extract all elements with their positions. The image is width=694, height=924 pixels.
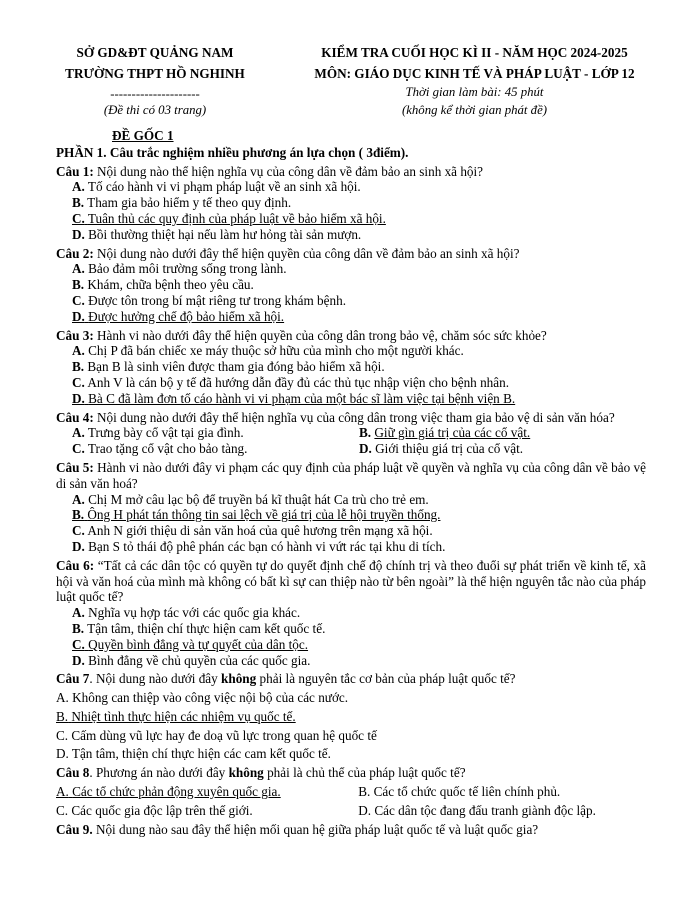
option-d: D. Bình đẳng về chủ quyền của các quốc gia. [72, 652, 311, 668]
option-a-answer: A. Các tổ chức phản động xuyên quốc gia. [56, 784, 281, 800]
time-note: (không kể thời gian phát đề) [401, 103, 548, 117]
options-row [56, 803, 646, 819]
department-name: SỞ GD&ĐT QUẢNG NAM [76, 45, 234, 60]
option-a: A. Chị M mở câu lạc bộ để truyền bá kĩ thuật hát Ca trù cho trẻ em. [72, 491, 429, 507]
option-b: B. Tận tâm, thiện chí thực hiện cam kết quốc tế. [72, 620, 326, 636]
question-8: Câu 8. Phương án nào dưới đây không phải là chủ thể của pháp luật quốc tế? [56, 765, 466, 781]
option-c: C. Cấm dùng vũ lực hay đe doạ vũ lực trong quan hệ quốc tế [56, 727, 377, 743]
subject-title: MÔN: GIÁO DỤC KINH TẾ VÀ PHÁP LUẬT - LỚP 12 [314, 66, 635, 81]
option-a: A. Không can thiệp vào công việc nội bộ của các nước. [56, 690, 349, 706]
question-text: Nội dung nào thể hiện nghĩa vụ của công dân về đảm bảo an sinh xã hội? [93, 163, 484, 179]
question-number: Câu 1: [56, 163, 94, 179]
school-name: TRƯỜNG THPT HỒ NGHINH [65, 66, 245, 81]
option-d: D. Các dân tộc đang đấu tranh giành độc lập. [358, 802, 596, 818]
option-d-answer: D. Được hưởng chế độ bảo hiểm xã hội. [72, 308, 285, 324]
option-b-answer: B. Giữ gìn giá trị của các cổ vật. [359, 425, 531, 441]
question-1 [56, 164, 646, 180]
option-b-answer: B. Ông H phát tán thông tin sai lệch về giá trị của lễ hội truyền thống. [72, 507, 441, 523]
option-b-answer: B. Nhiệt tình thực hiện các nhiệm vụ quốc tế. [56, 708, 296, 724]
option-c-answer: C. Tuân thủ các quy định của pháp luật về bảo hiểm xã hội. [72, 210, 386, 226]
option-a: A. Trưng bày cổ vật tại gia đình. [72, 425, 244, 441]
exam-body [56, 128, 646, 837]
question-6: Câu 6: “Tất cả các dân tộc có quyền tự do quyết định chế độ chính trị và theo đuổi sự phát triển về kinh tế, xã hội và văn hoá của mình mà không có bất kì sự can thiệp nào từ bên ngoài” là thể hiện nguyên tắc nào của pháp luật quốc tế? [56, 557, 647, 605]
option-d: D. Bồi thường thiệt hại nếu làm hư hỏng tài sản mượn. [72, 226, 362, 242]
options-row [56, 784, 646, 800]
option-b: B. Khám, chữa bệnh theo yêu cầu. [72, 277, 254, 293]
option-c: C. Anh V là cán bộ y tế đã hướng dẫn đầy đủ các thủ tục nhập viện cho bệnh nhân. [72, 374, 510, 390]
option-b: B. Tham gia bảo hiểm y tế theo quy định. [72, 195, 292, 211]
option-b: B. Bạn B là sinh viên được tham gia đóng bảo hiểm xã hội. [72, 359, 385, 375]
exam-title: KIỂM TRA CUỐI HỌC KÌ II - NĂM HỌC 2024-2025 [321, 45, 628, 60]
options-row [56, 425, 646, 441]
option-d: D. Tận tâm, thiện chí thực hiện các cam kết quốc tế. [56, 746, 331, 762]
option-a: A. Bảo đảm môi trường sống trong lành. [72, 261, 287, 277]
page-count-note: (Đề thi có 03 trang) [103, 103, 207, 117]
question-2: Câu 2: Nội dung nào dưới đây thể hiện quyền của công dân về đảm bảo an sinh xã hội? [56, 245, 520, 261]
question-5: Câu 5: Hành vi nào dưới đây vi phạm các quy định của pháp luật về quyền và nghĩa vụ của công dân về bảo vệ di sản văn hoá? [56, 459, 647, 491]
option-c: C. Các quốc gia độc lập trên thế giới. [56, 802, 253, 818]
question-7: Câu 7. Nội dung nào dưới đây không phải là nguyên tắc cơ bản của pháp luật quốc tế? [56, 671, 516, 687]
exam-code: ĐỀ GỐC 1 [112, 128, 174, 143]
time-allowed: Thời gian làm bài: 45 phút [405, 85, 544, 99]
question-4: Câu 4: Nội dung nào dưới đây thể hiện nghĩa vụ của công dân trong việc tham gia bảo vệ di sản văn hóa? [56, 409, 615, 425]
option-a: A. Tố cáo hành vi vi phạm pháp luật về an sinh xã hội. [72, 179, 361, 195]
option-d-answer: D. Bà C đã làm đơn tố cáo hành vi vi phạm của một bác sĩ làm việc tại bệnh viện B. [72, 390, 516, 406]
option-d: D. Giới thiệu giá trị của cổ vật. [359, 441, 524, 457]
option-c: C. Được tôn trong bí mật riêng tư trong khám bệnh. [72, 292, 346, 308]
option-a: A. Nghĩa vụ hợp tác với các quốc gia khác. [72, 605, 301, 621]
option-a: A. Chị P đã bán chiếc xe máy thuộc sở hữu của mình cho một người khác. [72, 343, 464, 359]
option-d: D. Bạn S tỏ thái độ phê phán các bạn có hành vi vứt rác tại khu di tích. [72, 538, 446, 554]
option-c-answer: C. Quyền bình đẳng và tự quyết của dân tộc. [72, 636, 309, 652]
part-1-heading: PHẦN 1. Câu trắc nghiệm nhiều phương án lựa chọn ( 3điểm). [56, 144, 409, 160]
option-c: C. Anh N giới thiệu di sản văn hoá của quê hương trên mạng xã hội. [72, 523, 433, 539]
option-b: B. Các tổ chức quốc tế liên chính phủ. [358, 784, 561, 800]
question-9: Câu 9. Nội dung nào sau đây thể hiện mối quan hệ giữa pháp luật quốc tế và luật quốc gia? [56, 821, 539, 837]
header-separator: --------------------- [110, 87, 200, 101]
options-row [56, 441, 646, 457]
option-c: C. Trao tặng cổ vật cho bảo tàng. [72, 441, 248, 457]
question-3: Câu 3: Hành vi nào dưới đây thể hiện quyền của công dân trong bảo vệ, chăm sóc sức khỏe? [56, 327, 547, 343]
